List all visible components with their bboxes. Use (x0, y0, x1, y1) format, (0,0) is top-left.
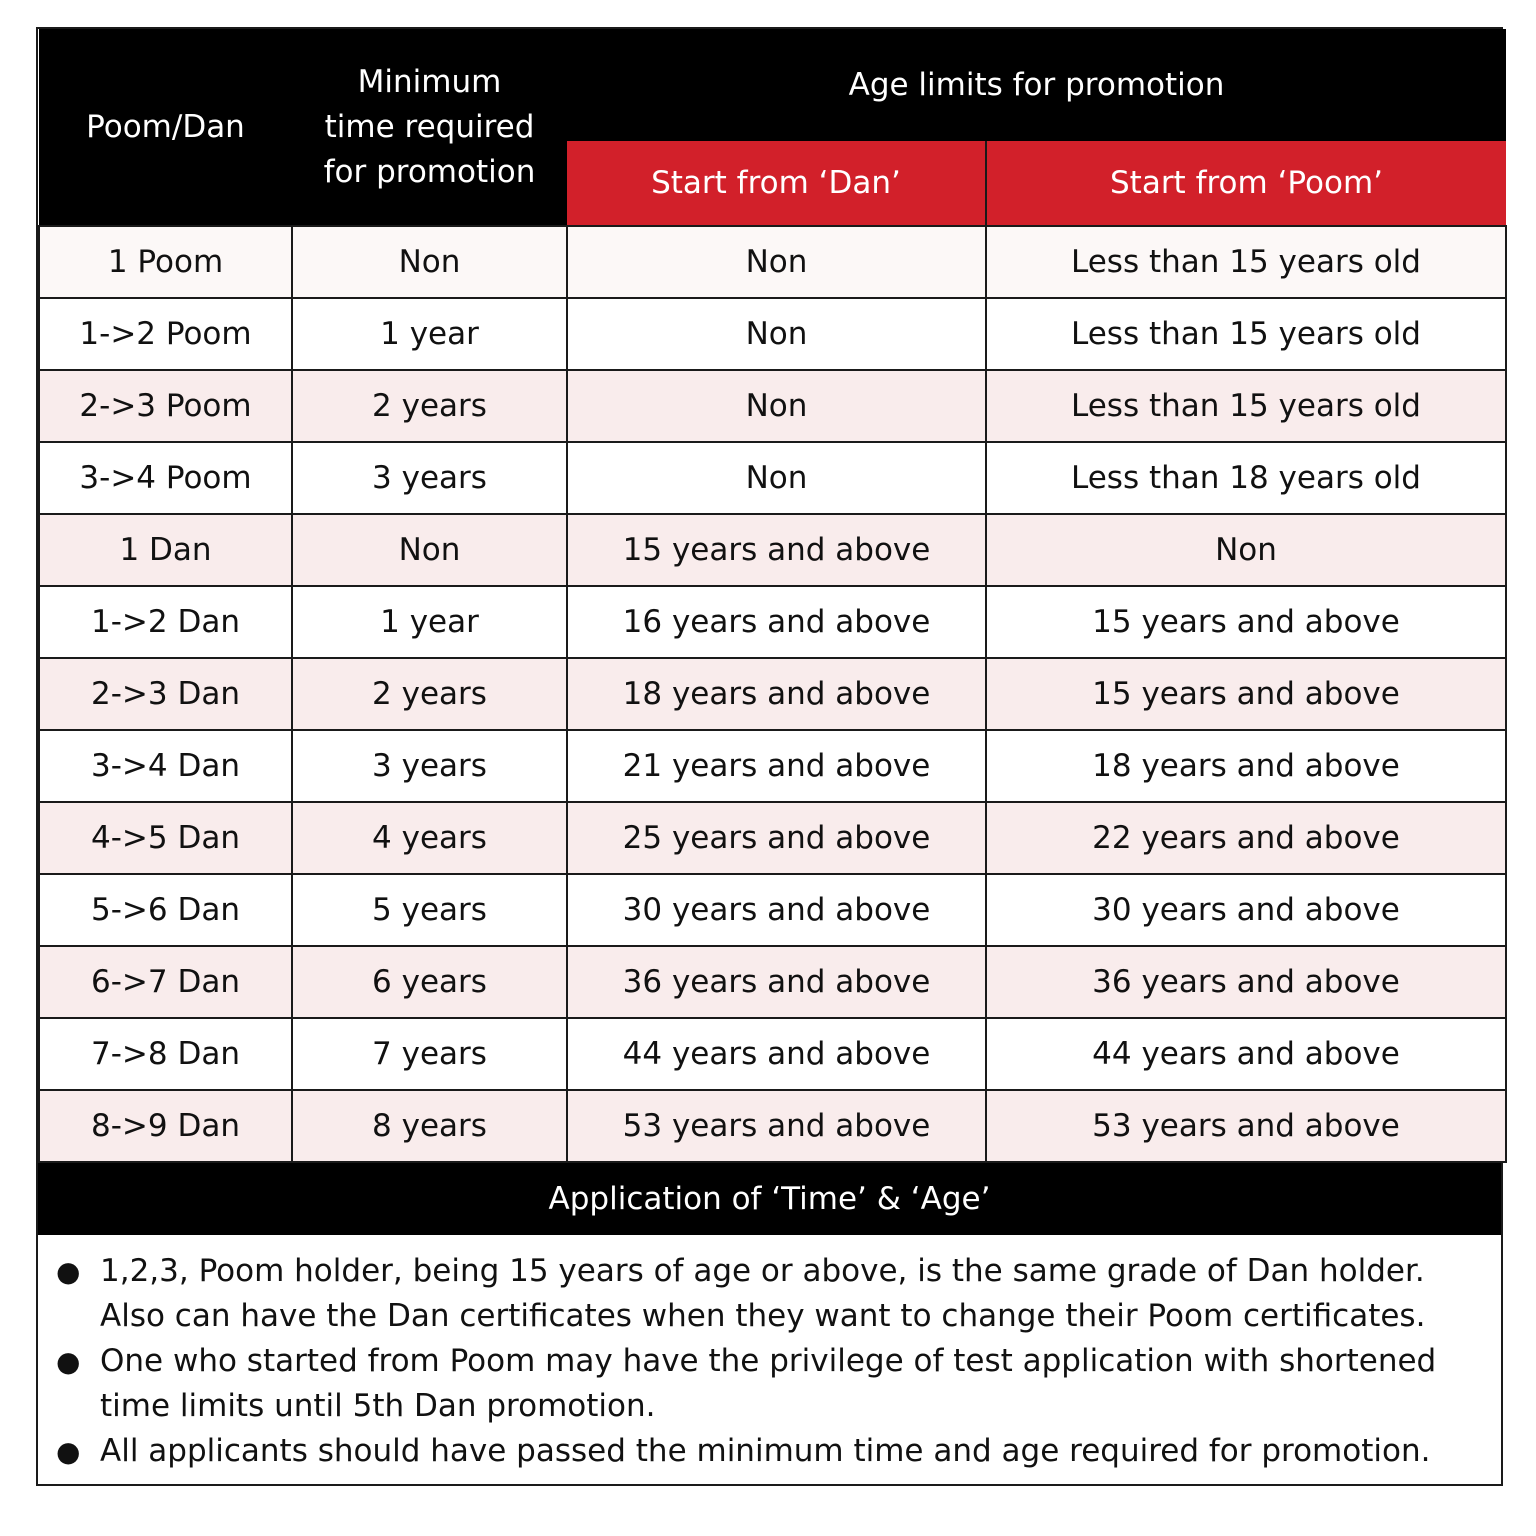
table-row (39, 802, 1506, 874)
cell-from-dan: Non (567, 298, 986, 370)
cell-min-time: Non (292, 514, 567, 586)
cell-grade: 1 Poom (39, 226, 292, 298)
cell-grade: 1->2 Dan (39, 586, 292, 658)
header-minimum-time (292, 29, 567, 226)
table-row (39, 946, 1506, 1018)
table-row (39, 514, 1506, 586)
bullet-icon: ● (56, 1435, 81, 1468)
cell-from-dan: 15 years and above (567, 514, 986, 586)
cell-from-dan: 16 years and above (567, 586, 986, 658)
cell-from-dan: 30 years and above (567, 874, 986, 946)
cell-grade: 3->4 Poom (39, 442, 292, 514)
cell-grade: 2->3 Dan (39, 658, 292, 730)
cell-from-poom: 44 years and above (986, 1018, 1506, 1090)
cell-from-dan: 44 years and above (567, 1018, 986, 1090)
cell-grade: 8->9 Dan (39, 1090, 292, 1162)
promotion-requirements-document (36, 27, 1503, 1486)
cell-from-dan: 18 years and above (567, 658, 986, 730)
cell-min-time: 2 years (292, 370, 567, 442)
bullet-icon: ● (56, 1255, 81, 1288)
cell-from-poom: Less than 15 years old (986, 370, 1506, 442)
cell-min-time: 3 years (292, 442, 567, 514)
table-row (39, 658, 1506, 730)
cell-min-time: 8 years (292, 1090, 567, 1162)
cell-grade: 6->7 Dan (39, 946, 292, 1018)
note-item (52, 1339, 1487, 1429)
cell-from-poom: 22 years and above (986, 802, 1506, 874)
cell-grade: 4->5 Dan (39, 802, 292, 874)
cell-grade: 5->6 Dan (39, 874, 292, 946)
cell-min-time: 2 years (292, 658, 567, 730)
cell-from-poom: 30 years and above (986, 874, 1506, 946)
table-row (39, 874, 1506, 946)
note-item (52, 1249, 1487, 1339)
cell-grade: 1->2 Poom (39, 298, 292, 370)
cell-from-dan: Non (567, 370, 986, 442)
cell-from-dan: Non (567, 226, 986, 298)
cell-from-poom: Less than 15 years old (986, 298, 1506, 370)
table-row (39, 1018, 1506, 1090)
application-section-title: Application of ‘Time’ & ‘Age’ (38, 1163, 1501, 1235)
table-row (39, 442, 1506, 514)
note-item (52, 1429, 1487, 1474)
cell-from-poom: 36 years and above (986, 946, 1506, 1018)
table-row (39, 586, 1506, 658)
cell-from-poom: Non (986, 514, 1506, 586)
cell-min-time: 1 year (292, 586, 567, 658)
cell-min-time: Non (292, 226, 567, 298)
cell-min-time: 5 years (292, 874, 567, 946)
bullet-icon: ● (56, 1345, 81, 1378)
header-poom-dan: Poom/Dan (39, 29, 292, 226)
cell-from-poom: 53 years and above (986, 1090, 1506, 1162)
cell-min-time: 7 years (292, 1018, 567, 1090)
header-start-from-dan: Start from ‘Dan’ (567, 141, 986, 226)
cell-from-dan: 53 years and above (567, 1090, 986, 1162)
note-text: One who started from Poom may have the privilege of test application with shortened time limits until 5th Dan promotion. (100, 1343, 1437, 1424)
cell-grade: 1 Dan (39, 514, 292, 586)
table-row (39, 370, 1506, 442)
table-row (39, 730, 1506, 802)
cell-from-poom: 18 years and above (986, 730, 1506, 802)
header-start-from-poom: Start from ‘Poom’ (986, 141, 1506, 226)
cell-from-dan: Non (567, 442, 986, 514)
cell-grade: 2->3 Poom (39, 370, 292, 442)
application-notes (38, 1235, 1501, 1484)
table-row (39, 298, 1506, 370)
cell-grade: 7->8 Dan (39, 1018, 292, 1090)
cell-from-dan: 25 years and above (567, 802, 986, 874)
table-row (39, 226, 1506, 298)
promotion-table (38, 29, 1507, 1163)
note-text: 1,2,3, Poom holder, being 15 years of age or above, is the same grade of Dan holder. Also can have the Dan certificates when they want to change their Poom certificates. (100, 1253, 1426, 1334)
header-age-limits: Age limits for promotion (567, 29, 1506, 141)
note-text: All applicants should have passed the minimum time and age required for promotion. (100, 1433, 1431, 1469)
cell-from-dan: 36 years and above (567, 946, 986, 1018)
cell-grade: 3->4 Dan (39, 730, 292, 802)
header-minimum-time-label: Minimum time required for promotion (323, 63, 536, 190)
cell-from-poom: Less than 15 years old (986, 226, 1506, 298)
cell-min-time: 1 year (292, 298, 567, 370)
cell-min-time: 3 years (292, 730, 567, 802)
table-row (39, 1090, 1506, 1162)
cell-from-dan: 21 years and above (567, 730, 986, 802)
cell-from-poom: Less than 18 years old (986, 442, 1506, 514)
cell-from-poom: 15 years and above (986, 658, 1506, 730)
cell-min-time: 4 years (292, 802, 567, 874)
cell-from-poom: 15 years and above (986, 586, 1506, 658)
cell-min-time: 6 years (292, 946, 567, 1018)
